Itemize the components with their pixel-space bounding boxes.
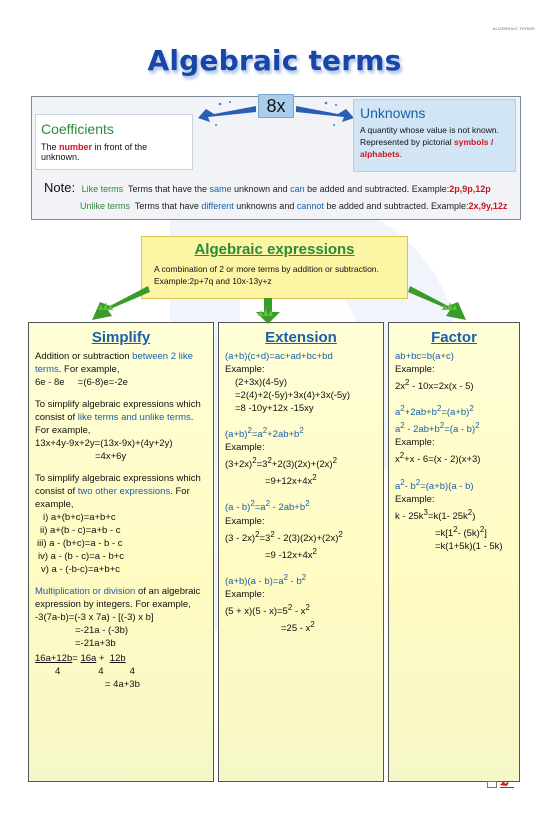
unknowns-line3-highlight: alphabets bbox=[360, 149, 400, 159]
s2-l4: 13x+4y-9x+2y=(13x-9x)+(4y+2y) bbox=[35, 438, 173, 449]
ext-b2-l2 bbox=[225, 471, 377, 488]
ext-rule-3 bbox=[225, 497, 377, 514]
sup: 2 bbox=[255, 529, 260, 539]
s2-l5: =4x+6y bbox=[95, 451, 127, 462]
f3-a: a bbox=[395, 424, 401, 436]
b4-l2-a: =25 - x bbox=[281, 623, 311, 635]
coef-desc-post: in front of the unknown. bbox=[41, 142, 148, 162]
sup: 2 bbox=[252, 456, 257, 466]
sup: 2 bbox=[400, 477, 405, 487]
unlike-d1: Terms that have bbox=[134, 201, 199, 211]
sup: 2 bbox=[469, 404, 474, 414]
factor-f4-l1 bbox=[395, 506, 513, 523]
simplify-line bbox=[35, 485, 207, 498]
s4-l1-post: of an algebraic bbox=[137, 586, 201, 597]
ext-example-label: Example: bbox=[225, 515, 265, 527]
like-d3: be added and subtracted. Example: bbox=[307, 184, 450, 194]
note-like-terms bbox=[44, 180, 491, 195]
ext-b4-l2 bbox=[225, 618, 377, 635]
simplify-line bbox=[35, 376, 207, 389]
coefficients-description bbox=[41, 142, 187, 162]
sup: 2 bbox=[270, 529, 275, 539]
s2-l3: For example, bbox=[35, 425, 91, 436]
factor-f4-l3: =k(1+5k)(1 - 5k) bbox=[435, 541, 503, 553]
sup: 2 bbox=[305, 603, 310, 613]
s1-l2-post: . For example, bbox=[58, 364, 120, 375]
unknowns-line1: A quantity whose value is not known. bbox=[360, 125, 499, 135]
ext-example-label: Example: bbox=[225, 442, 265, 454]
publisher-mark-icon bbox=[487, 781, 497, 788]
grass-arrows-graphic bbox=[90, 280, 470, 326]
factor-rule-4 bbox=[395, 476, 513, 493]
s4-l3: -3(7a-b)=(-3 x 7a) - [(-3) x b] bbox=[35, 612, 154, 623]
b2-l2-a: =9+12x+4x bbox=[265, 476, 313, 488]
s3-l2-blue: two other expressions bbox=[77, 486, 171, 497]
ext-b1-l2: =2(4)+2(-5y)+3x(4)+3x(-5y) bbox=[235, 390, 351, 401]
b2-l1-b: =3 bbox=[256, 459, 268, 471]
ext-example-label: Example: bbox=[225, 589, 265, 601]
s1-eq-right: =(6-8)e=-2e bbox=[77, 377, 128, 388]
s3-l2-post: . For bbox=[170, 486, 190, 497]
expressions-line1: A combination of 2 or more terms by addition or subtraction. bbox=[154, 264, 379, 274]
unlike-terms-label: Unlike terms bbox=[80, 201, 131, 211]
sup: 2 bbox=[262, 426, 268, 435]
simplify-title: Simplify bbox=[91, 329, 151, 346]
s3-l1: To simplify algebraic expressions which bbox=[35, 473, 201, 484]
f3-c: =(a - b) bbox=[444, 424, 476, 436]
b3-l1-b: =3 bbox=[259, 532, 271, 544]
factor-title: Factor bbox=[431, 329, 477, 346]
ext-b3-l1 bbox=[225, 528, 377, 545]
sup: 2 bbox=[400, 421, 405, 431]
sup: 2 bbox=[250, 499, 255, 509]
coefficients-title: Coefficients bbox=[41, 121, 114, 137]
publisher-logo-icon bbox=[499, 780, 515, 789]
ext-b1-l3: =8 -10y+12x -15xy bbox=[235, 403, 314, 414]
factor-example-label: Example: bbox=[395, 364, 435, 375]
f4-b: - b bbox=[404, 480, 416, 492]
extension-title: Extension bbox=[265, 329, 337, 346]
like-w1: same bbox=[209, 184, 232, 194]
expressions-line2: Example:2p+7q and 10x-13y+z bbox=[154, 276, 272, 286]
sup: 2 bbox=[436, 404, 442, 414]
f3-l1-b: +x - 6=(x - 2)(x+3) bbox=[404, 454, 481, 466]
s4-l5: =-21a+3b bbox=[75, 638, 116, 649]
note-unlike-terms bbox=[80, 201, 507, 211]
b2-l1-a: (3+2x) bbox=[225, 459, 253, 471]
sup: 2 bbox=[475, 421, 480, 431]
unlike-example: 2x,9y,12z bbox=[468, 201, 508, 211]
frac-num3: 12b bbox=[109, 653, 126, 664]
sup: 2 bbox=[283, 572, 289, 582]
s1-l1-blue: between 2 like bbox=[132, 351, 193, 362]
sup: 2 bbox=[287, 603, 293, 613]
sup: 3 bbox=[423, 507, 428, 517]
sup: 2 bbox=[467, 507, 473, 517]
s1-eq-left: 6e - 8e bbox=[35, 377, 65, 388]
rule-item: iv) a - (b - c)=a - b+c bbox=[38, 551, 125, 562]
b4-b: - b bbox=[288, 576, 302, 588]
unknowns-card bbox=[353, 99, 516, 172]
sup: 2 bbox=[310, 620, 315, 630]
f3-b: - 2ab+b bbox=[404, 424, 440, 436]
ext-b3-l2 bbox=[225, 545, 377, 562]
ext-rule-2 bbox=[225, 424, 377, 441]
sup: 2 bbox=[415, 477, 421, 487]
s4-last: = 4a+3b bbox=[105, 679, 140, 690]
factor-f1-l1 bbox=[395, 376, 513, 393]
s1-l2-blue: terms bbox=[35, 364, 59, 375]
sup: 2 bbox=[312, 546, 317, 556]
sup: 2 bbox=[479, 524, 485, 534]
rule-item: v) a - (-b-c)=a+b+c bbox=[41, 564, 120, 575]
s4-l1-blue: Multiplication or division bbox=[35, 586, 136, 597]
sup: 2 bbox=[312, 473, 317, 483]
fraction-denominators bbox=[35, 665, 207, 678]
frac-den: 4 bbox=[129, 666, 135, 677]
sup: 2 bbox=[301, 572, 307, 582]
b3-base: (a - b) bbox=[225, 502, 251, 514]
factor-rule-2 bbox=[395, 402, 513, 419]
frac-eq: = bbox=[72, 653, 78, 664]
unlike-w1: different bbox=[201, 201, 234, 211]
b2-l1-c: +2(3)(2x)+(2x) bbox=[271, 459, 333, 471]
sup: 2 bbox=[439, 421, 445, 431]
ext-rule-4 bbox=[225, 571, 377, 588]
factor-example-label: Example: bbox=[395, 437, 435, 449]
frac-den: 4 bbox=[55, 666, 61, 677]
simplify-line bbox=[35, 411, 207, 424]
b3-l2-a: =9 -12x+4x bbox=[265, 549, 313, 561]
b4-l1-b: - x bbox=[292, 606, 306, 618]
center-term: 8x bbox=[258, 94, 294, 118]
sup: 2 bbox=[338, 529, 343, 539]
unknowns-line2-highlight: symbols / bbox=[454, 137, 494, 147]
b2-rest: =a bbox=[251, 429, 263, 441]
f2-a: a bbox=[395, 407, 401, 419]
ext-example-label: Example: bbox=[225, 364, 265, 375]
simplify-line bbox=[35, 585, 207, 598]
simplify-line bbox=[35, 363, 207, 376]
b3-tail: - 2ab+b bbox=[270, 502, 306, 514]
s4-l2: expression by integers. For example, bbox=[35, 599, 191, 610]
b2-base: (a+b) bbox=[225, 429, 248, 441]
s3-l3: example, bbox=[35, 499, 74, 510]
f4-l1-c: ) bbox=[472, 510, 476, 522]
f4-l2-c: ] bbox=[484, 528, 487, 540]
sup: 2 bbox=[265, 499, 270, 509]
ext-b2-l1 bbox=[225, 454, 377, 471]
frac-den: 4 bbox=[98, 666, 104, 677]
s2-l2-blue: like terms and unlike terms bbox=[77, 412, 191, 423]
sup: 2 bbox=[299, 426, 304, 435]
corner-tag: ALGEBRAIC TERMS bbox=[492, 26, 535, 31]
factor-f3-l1 bbox=[395, 449, 513, 466]
like-d2: unknown and bbox=[234, 184, 288, 194]
f4-l2-b: - (5k) bbox=[457, 528, 480, 540]
f4-a: a bbox=[395, 480, 401, 492]
s2-l2-post: . bbox=[190, 412, 194, 423]
factor-rule-3 bbox=[395, 419, 513, 436]
ext-rule-1: (a+b)(c+d)=ac+ad+bc+bd bbox=[225, 351, 333, 362]
f2-c: =(a+b) bbox=[441, 407, 470, 419]
simplify-column bbox=[28, 322, 214, 782]
f4-l1-b: =k(1- 25k bbox=[427, 510, 468, 522]
like-d1: Terms that have the bbox=[127, 184, 207, 194]
unlike-w2: cannot bbox=[296, 201, 324, 211]
factor-rule-1: ab+bc=b(a+c) bbox=[395, 351, 454, 362]
ext-b1-l1: (2+3x)(4-5y) bbox=[235, 377, 287, 388]
coefficients-card bbox=[35, 114, 193, 170]
factor-column bbox=[388, 322, 520, 782]
sup: 2 bbox=[399, 451, 405, 461]
f1-l1-b: - 10x=2x(x - 5) bbox=[409, 381, 474, 393]
rule-item: ii) a+(b - c)=a+b - c bbox=[40, 525, 121, 536]
rule-item: iii) a - (b+c)=a - b - c bbox=[37, 538, 123, 549]
sup: 2 bbox=[400, 404, 405, 414]
s3-l2-pre: consist of bbox=[35, 486, 76, 497]
sup: 2 bbox=[305, 499, 310, 509]
f4-c: =(a+b)(a - b) bbox=[420, 480, 474, 492]
sup: 2 bbox=[247, 426, 252, 435]
s1-l1-pre: Addition or subtraction bbox=[35, 351, 130, 362]
b2-tail: +2ab+b bbox=[267, 429, 300, 441]
sup: 2 bbox=[453, 524, 458, 534]
unlike-d2: unknowns and bbox=[236, 201, 295, 211]
unlike-d3: be added and subtracted. Example: bbox=[326, 201, 469, 211]
like-example: 2p,9p,12p bbox=[449, 184, 491, 194]
b3-l1-a: (3 - 2x) bbox=[225, 532, 256, 544]
factor-example-label: Example: bbox=[395, 493, 435, 505]
note-label: Note: bbox=[44, 180, 76, 195]
s4-l4: =-21a - (-3b) bbox=[75, 625, 129, 636]
f1-l1-a: 2x bbox=[395, 381, 406, 393]
unknowns-line3-post: . bbox=[399, 149, 403, 159]
b3-rest: =a bbox=[254, 502, 266, 514]
sup: 2 bbox=[267, 456, 272, 466]
b4-a: (a+b)(a - b)=a bbox=[225, 576, 284, 588]
unknowns-line2-pre: Represented by pictorial bbox=[360, 137, 452, 147]
unknowns-description bbox=[360, 124, 509, 160]
fraction-line bbox=[35, 652, 207, 665]
frac-plus: + bbox=[98, 653, 105, 664]
coef-desc-highlight: number bbox=[59, 142, 93, 152]
like-terms-label: Like terms bbox=[81, 184, 124, 194]
frac-num2: 16a bbox=[80, 653, 97, 664]
ext-b4-l1 bbox=[225, 601, 377, 618]
like-w2: can bbox=[290, 184, 305, 194]
expressions-title: Algebraic expressions bbox=[194, 241, 355, 258]
f3-l1-a: x bbox=[395, 454, 400, 466]
s2-l1: To simplify algebraic expressions which bbox=[35, 399, 201, 410]
extension-column bbox=[218, 322, 384, 782]
unknowns-title: Unknowns bbox=[360, 105, 426, 121]
f2-b: +2ab+b bbox=[404, 407, 437, 419]
b4-l1-a: (5 + x)(5 - x)=5 bbox=[225, 606, 288, 618]
coef-desc-pre: The bbox=[41, 142, 57, 152]
f4-l1-a: k - 25k bbox=[395, 510, 424, 522]
f4-l2-a: =k[1 bbox=[435, 528, 454, 540]
rule-item: i) a+(b+c)=a+b+c bbox=[43, 512, 116, 523]
frac-num1: 16a+12b bbox=[35, 653, 73, 664]
b3-l1-c: - 2(3)(2x)+(2x) bbox=[274, 532, 339, 544]
sup: 2 bbox=[405, 378, 410, 387]
simplify-line bbox=[35, 350, 207, 363]
s2-l2-pre: consist of bbox=[35, 412, 76, 423]
sup: 2 bbox=[332, 456, 337, 466]
page-title: Algebraic terms bbox=[147, 44, 402, 77]
factor-f4-l2 bbox=[395, 523, 513, 540]
